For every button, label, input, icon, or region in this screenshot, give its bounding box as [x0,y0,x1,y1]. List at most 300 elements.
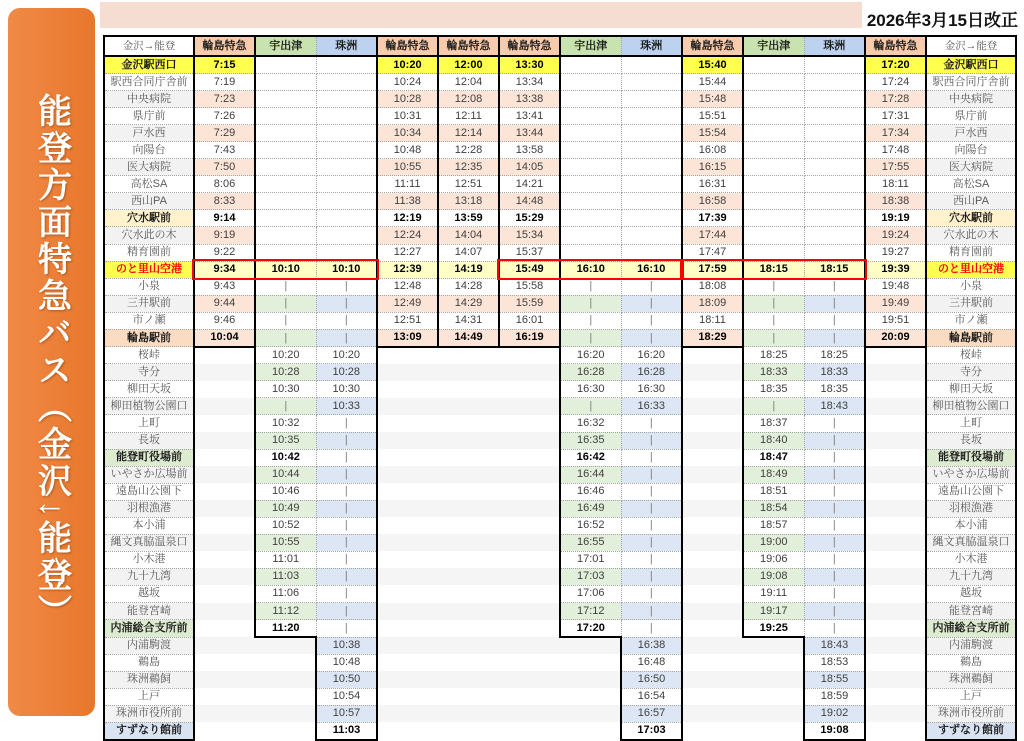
pass-through-cell: | [316,568,377,585]
time-cell: 15:40 [682,56,743,74]
empty-cell [377,603,438,620]
time-cell: 7:50 [194,159,255,176]
empty-cell [560,74,621,91]
empty-cell [743,671,804,688]
time-cell: 18:43 [804,637,865,654]
empty-cell [377,654,438,671]
time-cell: 14:48 [499,193,560,210]
time-cell: 16:46 [560,483,621,500]
station-cell: 県庁前 [926,108,1016,125]
pass-through-cell: | [621,603,682,620]
empty-cell [377,500,438,517]
time-cell: 16:58 [682,193,743,210]
time-cell: 12:04 [438,74,499,91]
revision-date: 2026年3月15日改正 [866,11,1018,30]
empty-cell [255,244,316,261]
empty-cell [499,432,560,449]
pass-through-cell: | [316,517,377,534]
empty-cell [194,705,255,722]
empty-cell [804,159,865,176]
empty-cell [621,193,682,210]
time-cell: 19:48 [865,278,926,295]
empty-cell [194,722,255,740]
station-cell: 寺分 [926,364,1016,381]
station-cell: 精育園前 [926,244,1016,261]
time-cell: 12:00 [438,56,499,74]
empty-cell [499,517,560,534]
empty-cell [499,398,560,415]
time-cell: 10:48 [377,142,438,159]
empty-cell [865,500,926,517]
empty-cell [438,671,499,688]
empty-cell [255,637,316,654]
time-cell: 16:44 [560,466,621,483]
empty-cell [682,500,743,517]
empty-cell [621,74,682,91]
empty-cell [316,159,377,176]
pass-through-cell: | [804,603,865,620]
empty-cell [194,551,255,568]
time-cell: 17:12 [560,603,621,620]
empty-cell [499,722,560,740]
station-cell: 県庁前 [104,108,194,125]
time-cell: 18:51 [743,483,804,500]
time-cell: 10:55 [255,534,316,551]
pass-through-cell: | [316,585,377,602]
pass-through-cell: | [316,295,377,312]
empty-cell [743,688,804,705]
time-cell: 17:24 [865,74,926,91]
pass-through-cell: | [621,295,682,312]
station-cell: 柳田植物公園口 [104,398,194,415]
empty-cell [255,176,316,193]
empty-cell [804,56,865,74]
pass-through-cell: | [316,483,377,500]
empty-cell [560,56,621,74]
empty-cell [499,671,560,688]
empty-cell [377,568,438,585]
time-cell: 15:37 [499,244,560,261]
time-cell: 10:42 [255,449,316,466]
time-cell: 14:31 [438,312,499,329]
time-cell: 10:33 [316,398,377,415]
time-cell: 11:03 [316,722,377,740]
empty-cell [865,705,926,722]
pass-through-cell: | [804,295,865,312]
empty-cell [865,722,926,740]
station-cell: 中央病院 [104,91,194,108]
pass-through-cell: | [621,568,682,585]
time-cell: 18:33 [804,364,865,381]
time-cell: 17:06 [560,585,621,602]
empty-cell [316,193,377,210]
time-cell: 11:20 [255,620,316,638]
empty-cell [743,142,804,159]
station-cell: 九十九湾 [926,568,1016,585]
time-cell: 17:01 [560,551,621,568]
bus-column-header: 宇出津 [560,36,621,56]
pass-through-cell: | [255,295,316,312]
pass-through-cell: | [316,534,377,551]
empty-cell [682,347,743,364]
time-cell: 12:51 [377,312,438,329]
station-cell: 戸水西 [926,125,1016,142]
empty-cell [316,244,377,261]
time-cell: 10:10 [255,261,316,278]
time-cell: 13:09 [377,329,438,347]
empty-cell [804,244,865,261]
time-cell: 10:30 [255,381,316,398]
empty-cell [621,91,682,108]
empty-cell [682,381,743,398]
station-cell: 内浦総合支所前 [926,620,1016,638]
empty-cell [804,176,865,193]
time-cell: 14:21 [499,176,560,193]
time-cell: 12:27 [377,244,438,261]
time-cell: 18:09 [682,295,743,312]
time-cell: 16:28 [560,364,621,381]
pass-through-cell: | [621,312,682,329]
time-cell: 17:39 [682,210,743,227]
station-cell: 能登町役場前 [926,449,1016,466]
station-cell: 小泉 [104,278,194,295]
time-cell: 19:24 [865,227,926,244]
empty-cell [377,483,438,500]
empty-cell [499,654,560,671]
empty-cell [682,722,743,740]
time-cell: 10:48 [316,654,377,671]
empty-cell [560,722,621,740]
station-cell: 輪島駅前 [104,329,194,347]
time-cell: 18:54 [743,500,804,517]
time-cell: 18:38 [865,193,926,210]
station-cell: 越坂 [104,585,194,602]
pass-through-cell: | [804,415,865,432]
time-cell: 10:20 [255,347,316,364]
empty-cell [194,620,255,638]
time-cell: 7:15 [194,56,255,74]
empty-cell [499,551,560,568]
station-cell: 穴水此の木 [104,227,194,244]
empty-cell [499,500,560,517]
time-cell: 9:44 [194,295,255,312]
time-cell: 10:54 [316,688,377,705]
empty-cell [804,125,865,142]
station-cell: 上戸 [926,688,1016,705]
empty-cell [377,449,438,466]
empty-cell [255,688,316,705]
empty-cell [865,364,926,381]
time-cell: 12:39 [377,261,438,278]
station-cell: 羽根漁港 [104,500,194,517]
empty-cell [682,415,743,432]
empty-cell [438,432,499,449]
empty-cell [194,568,255,585]
time-cell: 10:44 [255,466,316,483]
time-cell: 14:07 [438,244,499,261]
station-cell: 桜峠 [104,347,194,364]
time-cell: 9:14 [194,210,255,227]
empty-cell [255,159,316,176]
route-title-text: 能登方面特急バス（金沢↓能登） [32,93,71,631]
empty-cell [621,210,682,227]
pass-through-cell: | [621,415,682,432]
station-cell: 精育園前 [104,244,194,261]
empty-cell [194,688,255,705]
empty-cell [438,500,499,517]
empty-cell [377,551,438,568]
empty-cell [377,517,438,534]
time-cell: 16:15 [682,159,743,176]
time-cell: 10:28 [316,364,377,381]
time-cell: 17:20 [865,56,926,74]
empty-cell [255,227,316,244]
pass-through-cell: | [316,415,377,432]
time-cell: 18:33 [743,364,804,381]
time-cell: 16:20 [621,347,682,364]
time-cell: 16:50 [621,671,682,688]
empty-cell [255,654,316,671]
pass-through-cell: | [804,568,865,585]
time-cell: 13:18 [438,193,499,210]
empty-cell [377,432,438,449]
time-cell: 14:29 [438,295,499,312]
time-cell: 10:57 [316,705,377,722]
empty-cell [865,398,926,415]
time-cell: 19:08 [743,568,804,585]
time-cell: 10:20 [377,56,438,74]
empty-cell [682,534,743,551]
empty-cell [682,620,743,638]
time-cell: 10:35 [255,432,316,449]
pass-through-cell: | [255,278,316,295]
time-cell: 17:28 [865,91,926,108]
empty-cell [865,620,926,638]
time-cell: 18:53 [804,654,865,671]
empty-cell [560,193,621,210]
empty-cell [438,347,499,364]
time-cell: 18:47 [743,449,804,466]
time-cell: 18:43 [804,398,865,415]
empty-cell [377,381,438,398]
empty-cell [194,381,255,398]
bus-column-header: 珠洲 [621,36,682,56]
bus-column-header: 輪島特急 [682,36,743,56]
time-cell: 12:49 [377,295,438,312]
time-cell: 19:11 [743,585,804,602]
empty-cell [194,466,255,483]
empty-cell [682,568,743,585]
empty-cell [865,585,926,602]
pass-through-cell: | [560,295,621,312]
empty-cell [194,654,255,671]
empty-cell [743,159,804,176]
timetable [103,35,1017,741]
empty-cell [560,227,621,244]
station-cell: 穴水駅前 [104,210,194,227]
empty-cell [682,671,743,688]
empty-cell [438,483,499,500]
station-cell: 金沢駅西口 [926,56,1016,74]
station-cell: 高松SA [104,176,194,193]
empty-cell [377,585,438,602]
time-cell: 15:51 [682,108,743,125]
time-cell: 19:39 [865,261,926,278]
empty-cell [560,688,621,705]
pass-through-cell: | [621,278,682,295]
pass-through-cell: | [804,312,865,329]
empty-cell [560,210,621,227]
empty-cell [194,637,255,654]
pass-through-cell: | [255,312,316,329]
time-cell: 7:29 [194,125,255,142]
station-cell: 珠洲市役所前 [104,705,194,722]
empty-cell [194,364,255,381]
empty-cell [804,91,865,108]
time-cell: 13:41 [499,108,560,125]
empty-cell [865,381,926,398]
station-cell: 小木港 [104,551,194,568]
time-cell: 9:43 [194,278,255,295]
empty-cell [499,637,560,654]
time-cell: 10:49 [255,500,316,517]
pass-through-cell: | [621,329,682,347]
empty-cell [438,466,499,483]
station-cell: 柳田天坂 [104,381,194,398]
empty-cell [438,415,499,432]
station-cell: すずなり館前 [104,722,194,740]
empty-cell [743,74,804,91]
station-cell: 上町 [926,415,1016,432]
empty-cell [255,142,316,159]
corner-header: 金沢→能登 [926,36,1016,56]
pass-through-cell: | [621,620,682,638]
bus-column-header: 宇出津 [743,36,804,56]
empty-cell [560,244,621,261]
time-cell: 10:24 [377,74,438,91]
empty-cell [682,705,743,722]
empty-cell [560,637,621,654]
empty-cell [560,91,621,108]
time-cell: 15:44 [682,74,743,91]
time-cell: 12:14 [438,125,499,142]
empty-cell [682,432,743,449]
empty-cell [804,227,865,244]
station-cell: 越坂 [926,585,1016,602]
empty-cell [377,398,438,415]
empty-cell [621,56,682,74]
time-cell: 17:59 [682,261,743,278]
empty-cell [560,654,621,671]
bus-column-header: 宇出津 [255,36,316,56]
empty-cell [499,705,560,722]
empty-cell [865,449,926,466]
time-cell: 19:02 [804,705,865,722]
time-cell: 16:10 [560,261,621,278]
time-cell: 16:42 [560,449,621,466]
time-cell: 17:34 [865,125,926,142]
time-cell: 12:08 [438,91,499,108]
time-cell: 11:01 [255,551,316,568]
time-cell: 16:38 [621,637,682,654]
time-cell: 12:28 [438,142,499,159]
time-cell: 11:03 [255,568,316,585]
time-cell: 11:38 [377,193,438,210]
station-cell: 金沢駅西口 [104,56,194,74]
pass-through-cell: | [316,603,377,620]
empty-cell [743,227,804,244]
station-cell: 上戸 [104,688,194,705]
station-cell: 本小浦 [926,517,1016,534]
empty-cell [438,449,499,466]
time-cell: 9:34 [194,261,255,278]
empty-cell [194,415,255,432]
time-cell: 18:15 [743,261,804,278]
empty-cell [743,176,804,193]
empty-cell [621,159,682,176]
station-cell: 駅西合同庁舎前 [104,74,194,91]
empty-cell [743,56,804,74]
empty-cell [682,483,743,500]
pass-through-cell: | [316,278,377,295]
time-cell: 17:55 [865,159,926,176]
time-cell: 19:51 [865,312,926,329]
empty-cell [499,688,560,705]
station-cell: 市ノ瀬 [926,312,1016,329]
station-cell: 上町 [104,415,194,432]
time-cell: 16:31 [682,176,743,193]
top-banner-strip [100,2,862,28]
time-cell: 12:48 [377,278,438,295]
station-cell: 西山PA [926,193,1016,210]
empty-cell [865,466,926,483]
time-cell: 18:57 [743,517,804,534]
time-cell: 12:24 [377,227,438,244]
empty-cell [682,449,743,466]
empty-cell [438,517,499,534]
time-cell: 16:08 [682,142,743,159]
pass-through-cell: | [560,312,621,329]
empty-cell [499,466,560,483]
empty-cell [743,654,804,671]
time-cell: 18:49 [743,466,804,483]
empty-cell [377,671,438,688]
empty-cell [499,483,560,500]
time-cell: 11:06 [255,585,316,602]
time-cell: 16:49 [560,500,621,517]
time-cell: 15:34 [499,227,560,244]
empty-cell [743,722,804,740]
time-cell: 14:04 [438,227,499,244]
empty-cell [804,193,865,210]
pass-through-cell: | [621,449,682,466]
empty-cell [682,364,743,381]
station-cell: 医大病院 [104,159,194,176]
empty-cell [560,108,621,125]
empty-cell [377,688,438,705]
time-cell: 10:50 [316,671,377,688]
station-cell: 小泉 [926,278,1016,295]
pass-through-cell: | [621,551,682,568]
empty-cell [377,347,438,364]
pass-through-cell: | [316,620,377,638]
empty-cell [682,585,743,602]
empty-cell [255,56,316,74]
time-cell: 11:12 [255,603,316,620]
empty-cell [194,432,255,449]
time-cell: 19:17 [743,603,804,620]
station-cell: いやさか広場前 [104,466,194,483]
